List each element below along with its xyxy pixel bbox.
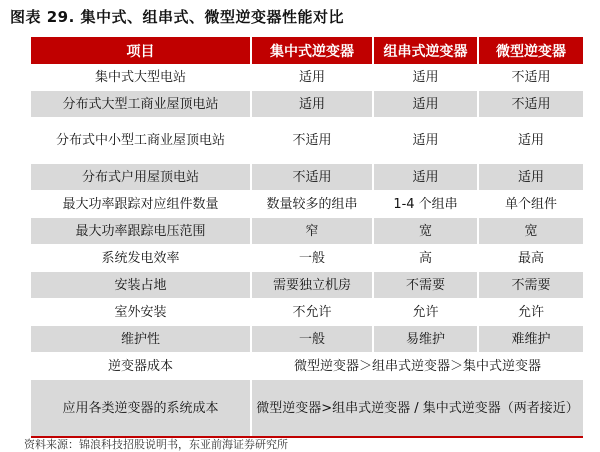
cell-string: 易维护 xyxy=(373,326,478,353)
cell-central: 不允许 xyxy=(251,299,373,326)
cell-micro: 允许 xyxy=(478,299,583,326)
row-item: 室外安装 xyxy=(31,299,251,326)
table-row xyxy=(31,218,583,245)
cell-string: 适用 xyxy=(373,118,478,164)
cell-central: 需要独立机房 xyxy=(251,272,373,299)
header-central: 集中式逆变器 xyxy=(251,37,373,64)
row-item: 最大功率跟踪电压范围 xyxy=(31,218,251,245)
comparison-table xyxy=(31,37,583,438)
cell-string: 高 xyxy=(373,245,478,272)
cell-micro: 适用 xyxy=(478,118,583,164)
table-row xyxy=(31,272,583,299)
cell-string: 1-4 个组串 xyxy=(373,191,478,218)
row-item: 分布式中小型工商业屋顶电站 xyxy=(31,118,251,164)
header-item: 项目 xyxy=(31,37,251,64)
table-row xyxy=(31,353,583,380)
cell-micro: 单个组件 xyxy=(478,191,583,218)
cell-central: 一般 xyxy=(251,245,373,272)
table-row xyxy=(31,91,583,118)
table-header-row xyxy=(31,37,583,64)
cell-micro: 不适用 xyxy=(478,91,583,118)
cell-string: 不需要 xyxy=(373,272,478,299)
table-row xyxy=(31,118,583,164)
cell-micro: 不需要 xyxy=(478,272,583,299)
cell-central: 不适用 xyxy=(251,164,373,191)
merged-cell: 微型逆变器>组串式逆变器 / 集中式逆变器（两者接近） xyxy=(251,380,583,438)
row-item: 系统发电效率 xyxy=(31,245,251,272)
row-item: 集中式大型电站 xyxy=(31,64,251,91)
table-row xyxy=(31,245,583,272)
cell-string: 适用 xyxy=(373,91,478,118)
merged-cell: 微型逆变器＞组串式逆变器＞集中式逆变器 xyxy=(251,353,583,380)
cell-central: 不适用 xyxy=(251,118,373,164)
table-row xyxy=(31,191,583,218)
header-string: 组串式逆变器 xyxy=(373,37,478,64)
cell-string: 适用 xyxy=(373,64,478,91)
cell-string: 宽 xyxy=(373,218,478,245)
figure-title: 图表 29. 集中式、组串式、微型逆变器性能对比 xyxy=(10,8,345,26)
cell-micro: 最高 xyxy=(478,245,583,272)
row-item: 维护性 xyxy=(31,326,251,353)
table-row xyxy=(31,164,583,191)
source-note: 资料来源：锦浪科技招股说明书，东亚前海证券研究所 xyxy=(24,438,288,451)
cell-micro: 适用 xyxy=(478,164,583,191)
cell-micro: 宽 xyxy=(478,218,583,245)
cell-micro: 难维护 xyxy=(478,326,583,353)
row-item: 最大功率跟踪对应组件数量 xyxy=(31,191,251,218)
cell-central: 数量较多的组串 xyxy=(251,191,373,218)
row-item: 分布式户用屋顶电站 xyxy=(31,164,251,191)
table-row xyxy=(31,380,583,438)
table-row xyxy=(31,299,583,326)
cell-string: 适用 xyxy=(373,164,478,191)
row-item: 安装占地 xyxy=(31,272,251,299)
cell-string: 允许 xyxy=(373,299,478,326)
cell-central: 一般 xyxy=(251,326,373,353)
table-row xyxy=(31,326,583,353)
cell-central: 窄 xyxy=(251,218,373,245)
row-item: 逆变器成本 xyxy=(31,353,251,380)
cell-micro: 不适用 xyxy=(478,64,583,91)
cell-central: 适用 xyxy=(251,91,373,118)
cell-central: 适用 xyxy=(251,64,373,91)
table-row xyxy=(31,64,583,91)
header-micro: 微型逆变器 xyxy=(478,37,583,64)
row-item: 应用各类逆变器的系统成本 xyxy=(31,380,251,438)
row-item: 分布式大型工商业屋顶电站 xyxy=(31,91,251,118)
